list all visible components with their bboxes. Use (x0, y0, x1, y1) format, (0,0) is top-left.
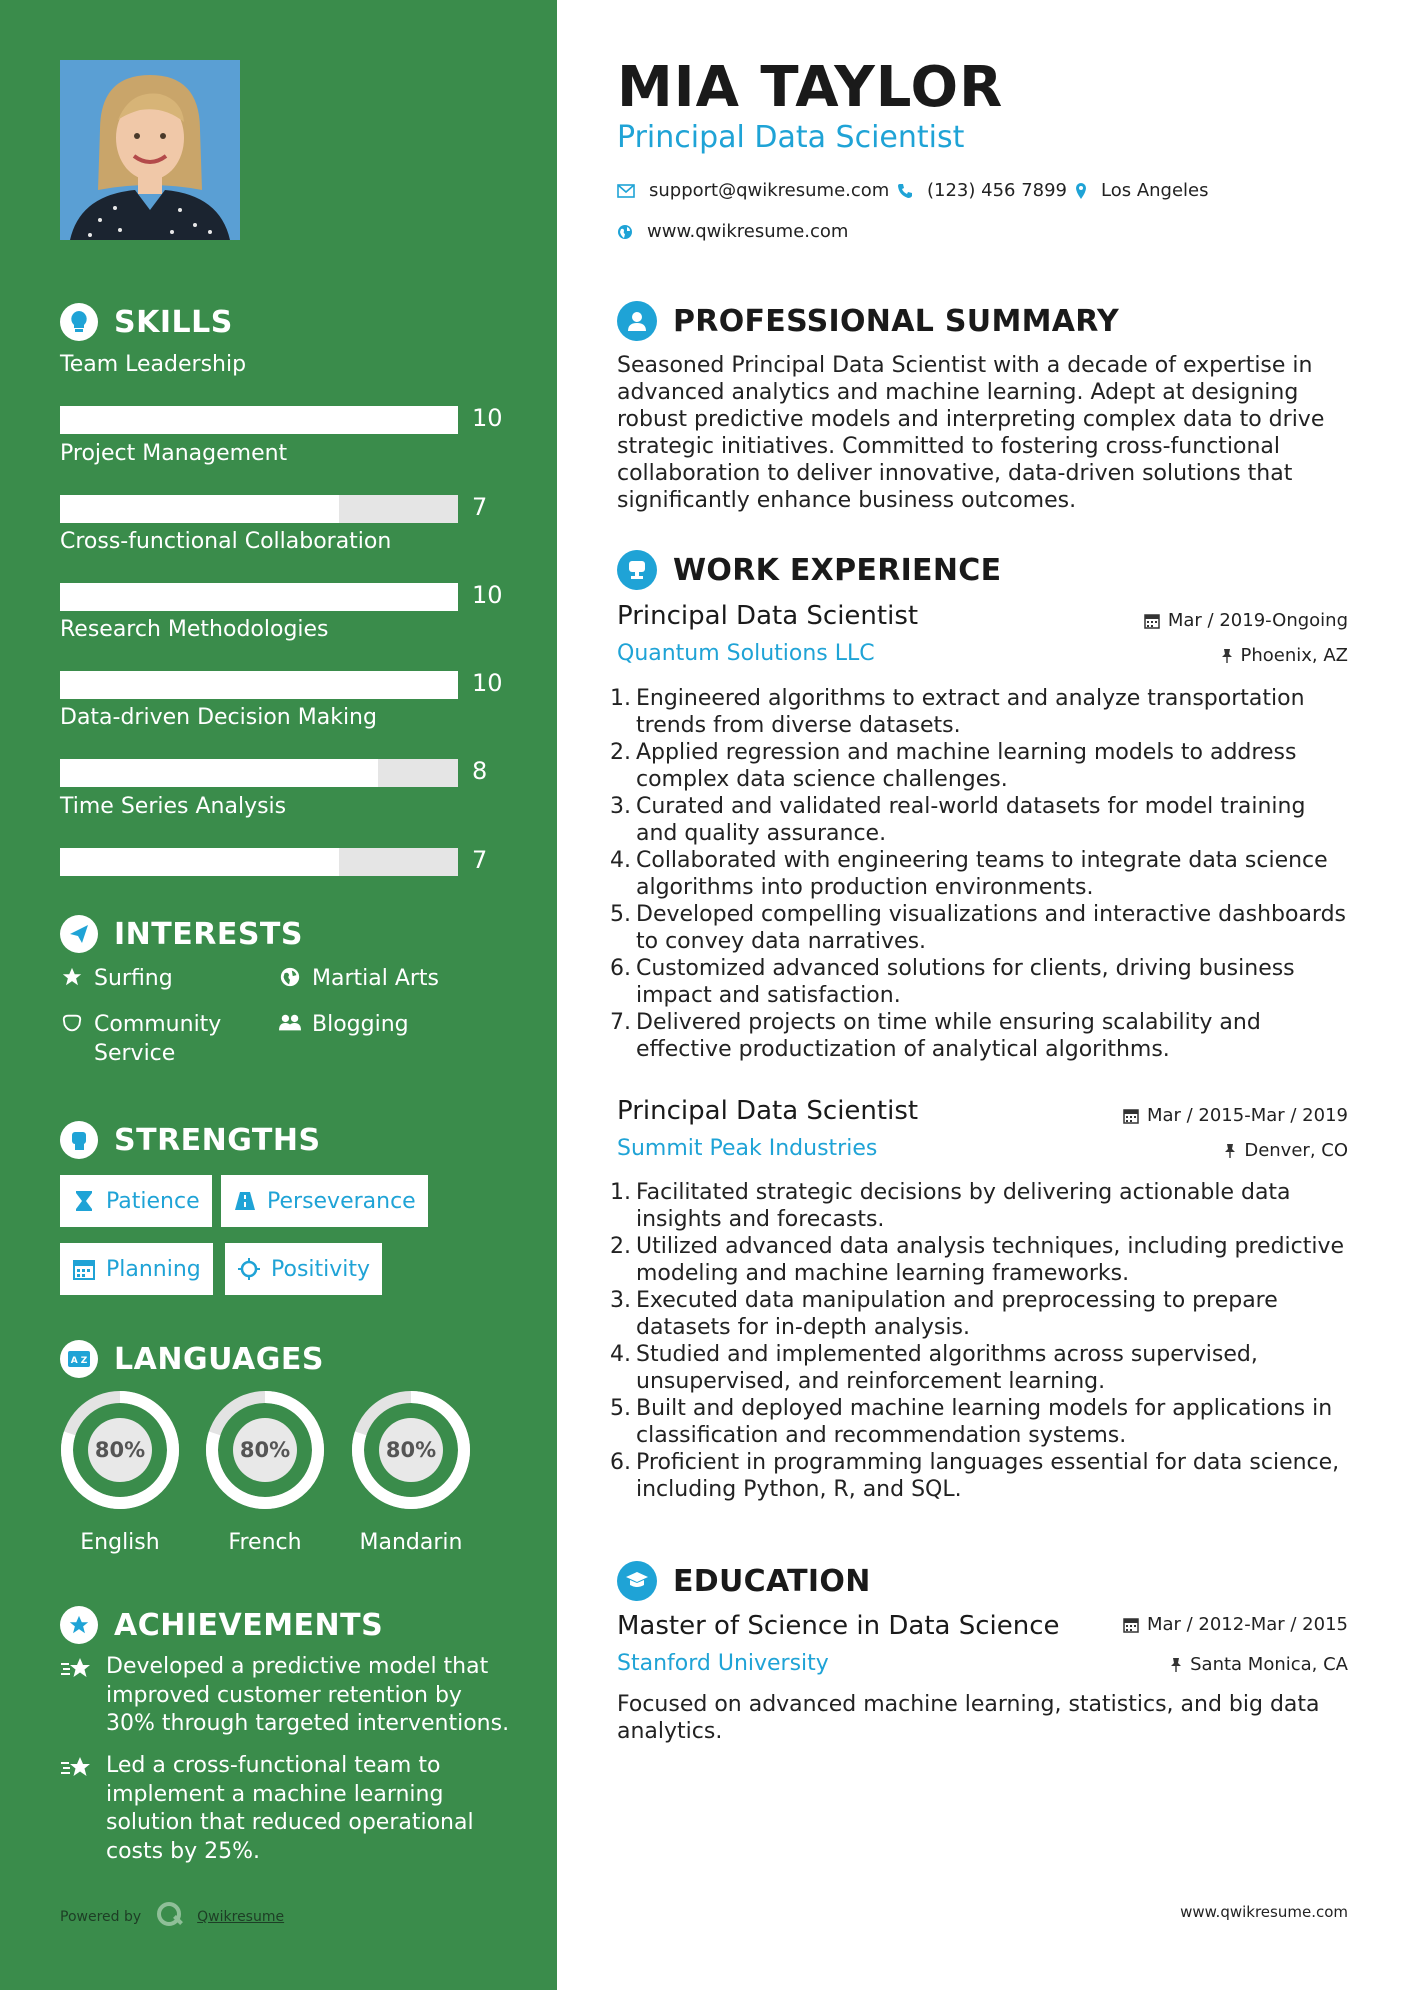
sun-icon (237, 1258, 261, 1280)
graduation-cap-icon (617, 1561, 657, 1601)
strength-tag: Patience (60, 1175, 212, 1227)
contact-email: support@qwikresume.com (617, 180, 889, 201)
skill-item: Team Leadership 10 (60, 352, 503, 432)
summary-text: Seasoned Principal Data Scientist with a decade of expertise in advanced analytics and machine learning. Adept at designing robust predictive models and interpreting complex data to drive strategic initiatives. Committed to fostering cross-functional collaboration to deliver innovative, data-driven solutions that significantly enhance business outcomes. (617, 353, 1325, 513)
job-0-dates: Mar / 2019-Ongoing (1144, 610, 1348, 631)
contact-location: Los Angeles (1075, 180, 1209, 201)
duty-item: Collaborated with engineering teams to integrate data science algorithms into production environments. (636, 848, 1328, 900)
qwikresume-link[interactable]: Qwikresume (197, 1909, 285, 1925)
education-location: Santa Monica, CA (1170, 1654, 1348, 1675)
strengths-heading: STRENGTHS (60, 1120, 321, 1160)
interest-item: Martial Arts (278, 964, 439, 993)
paper-plane-icon (60, 915, 98, 953)
duty-item: Facilitated strategic decisions by delivering actionable data insights and forecasts. (636, 1180, 1291, 1232)
achievement-item: Led a cross-functional team to implement a machine learning solution that reduced operational costs by 25%. (60, 1752, 510, 1866)
interest-item: Surfing (60, 964, 173, 993)
job-0-title: Principal Data Scientist (617, 601, 919, 631)
achievement-item: Developed a predictive model that improved customer retention by 30% through targeted interventions. (60, 1653, 510, 1739)
education-degree: Master of Science in Data Science (617, 1611, 1060, 1641)
duty-item: Curated and validated real-world datasets for model training and quality assurance. (636, 794, 1306, 846)
job-0-location: Phoenix, AZ (1221, 645, 1349, 666)
pushpin-icon (1224, 1143, 1236, 1159)
strength-tag: Planning (60, 1243, 213, 1295)
hourglass-icon (72, 1190, 96, 1212)
qwikresume-logo-icon (155, 1900, 185, 1934)
star-icon (60, 964, 84, 993)
job-1-company: Summit Peak Industries (617, 1136, 878, 1161)
education-school: Stanford University (617, 1651, 829, 1676)
education-heading: EDUCATION (617, 1560, 871, 1602)
language-item: 80% French (203, 1388, 327, 1555)
job-title: Principal Data Scientist (617, 120, 965, 155)
interests-heading: INTERESTS (60, 914, 303, 954)
calendar-icon (1144, 613, 1160, 629)
globe-icon (617, 224, 633, 240)
star-badge-icon (60, 1606, 98, 1644)
job-1-duties (610, 1179, 1350, 1503)
duty-item: Executed data manipulation and preprocessing to prepare datasets for in-depth analysis. (636, 1288, 1278, 1340)
education-description: Focused on advanced machine learning, statistics, and big data analytics. (617, 1692, 1320, 1744)
job-1-location: Denver, CO (1224, 1140, 1348, 1161)
skill-bar (60, 583, 458, 611)
skill-bar (60, 759, 458, 787)
calendar-icon (1123, 1617, 1139, 1633)
skill-bar (60, 671, 458, 699)
fist-icon (60, 1121, 98, 1159)
strength-tag: Positivity (225, 1243, 382, 1295)
duty-item: Developed compelling visualizations and interactive dashboards to convey data narratives. (636, 902, 1347, 954)
skill-item: Cross-functional Collaboration 10 (60, 529, 503, 609)
skill-item: Data-driven Decision Making 8 (60, 705, 488, 785)
language-icon (60, 1340, 98, 1378)
calendar-icon (72, 1258, 96, 1280)
summary-heading: PROFESSIONAL SUMMARY (617, 300, 1119, 342)
job-0-company: Quantum Solutions LLC (617, 641, 875, 666)
skills-heading: SKILLS (60, 302, 233, 342)
skill-item: Research Methodologies 10 (60, 617, 503, 697)
candidate-name: MIA TAYLOR (617, 55, 1004, 120)
duty-item: Customized advanced solutions for clients, driving business impact and satisfaction. (636, 956, 1295, 1008)
map-marker-icon (1075, 182, 1087, 200)
contact-website: www.qwikresume.com (617, 221, 848, 242)
skill-bar (60, 406, 458, 434)
achievements-heading: ACHIEVEMENTS (60, 1605, 383, 1645)
powered-by: Powered by Qwikresume (60, 1900, 284, 1934)
duty-item: Delivered projects on time while ensuring scalability and effective productization of analytical algorithms. (636, 1010, 1261, 1062)
envelope-icon (617, 184, 635, 198)
sidebar (0, 0, 557, 1990)
job-1-title: Principal Data Scientist (617, 1096, 919, 1126)
education-dates: Mar / 2012-Mar / 2015 (1123, 1614, 1348, 1635)
duty-item: Built and deployed machine learning models for applications in classification and recommendation systems. (636, 1396, 1333, 1448)
experience-heading: WORK EXPERIENCE (617, 549, 1001, 591)
pushpin-icon (1221, 648, 1233, 664)
duty-item: Studied and implemented algorithms across supervised, unsupervised, and reinforcement learning. (636, 1342, 1258, 1394)
skill-bar (60, 495, 458, 523)
interest-item: Blogging (278, 1010, 409, 1039)
language-item: 80% Mandarin (349, 1388, 473, 1555)
shooting-star-icon (60, 1752, 94, 1866)
shooting-star-icon (60, 1653, 94, 1739)
language-item: 80% English (58, 1388, 182, 1555)
svg-text:A Z: A Z (70, 1356, 88, 1366)
user-icon (617, 301, 657, 341)
skill-item: Time Series Analysis 7 (60, 794, 488, 874)
duty-item: Utilized advanced data analysis techniques, including predictive modeling and machine learning frameworks. (636, 1234, 1345, 1286)
phone-icon (897, 183, 913, 199)
languages-heading: A Z LANGUAGES (60, 1339, 324, 1379)
globe-icon (278, 964, 302, 993)
lightbulb-icon (60, 303, 98, 341)
users-icon (278, 1010, 302, 1039)
contact-phone: (123) 456 7899 (897, 180, 1067, 201)
pushpin-icon (1170, 1657, 1182, 1673)
handshake-icon (60, 1010, 84, 1068)
strength-tag: Perseverance (221, 1175, 428, 1227)
duty-item: Proficient in programming languages essential for data science, including Python, R, and SQL. (636, 1450, 1340, 1502)
job-0-duties (610, 685, 1350, 1063)
duty-item: Applied regression and machine learning models to address complex data science challenges. (636, 740, 1297, 792)
interest-item: Community Service (60, 1010, 221, 1068)
job-1-dates: Mar / 2015-Mar / 2019 (1123, 1105, 1348, 1126)
duty-item: Engineered algorithms to extract and analyze transportation trends from diverse datasets. (636, 686, 1305, 738)
footer-website[interactable]: www.qwikresume.com (1180, 1903, 1348, 1921)
skill-item: Project Management 7 (60, 441, 488, 521)
skill-bar (60, 848, 458, 876)
profile-photo (60, 60, 240, 240)
calendar-icon (1123, 1108, 1139, 1124)
briefcase-icon (617, 550, 657, 590)
road-icon (233, 1191, 257, 1211)
